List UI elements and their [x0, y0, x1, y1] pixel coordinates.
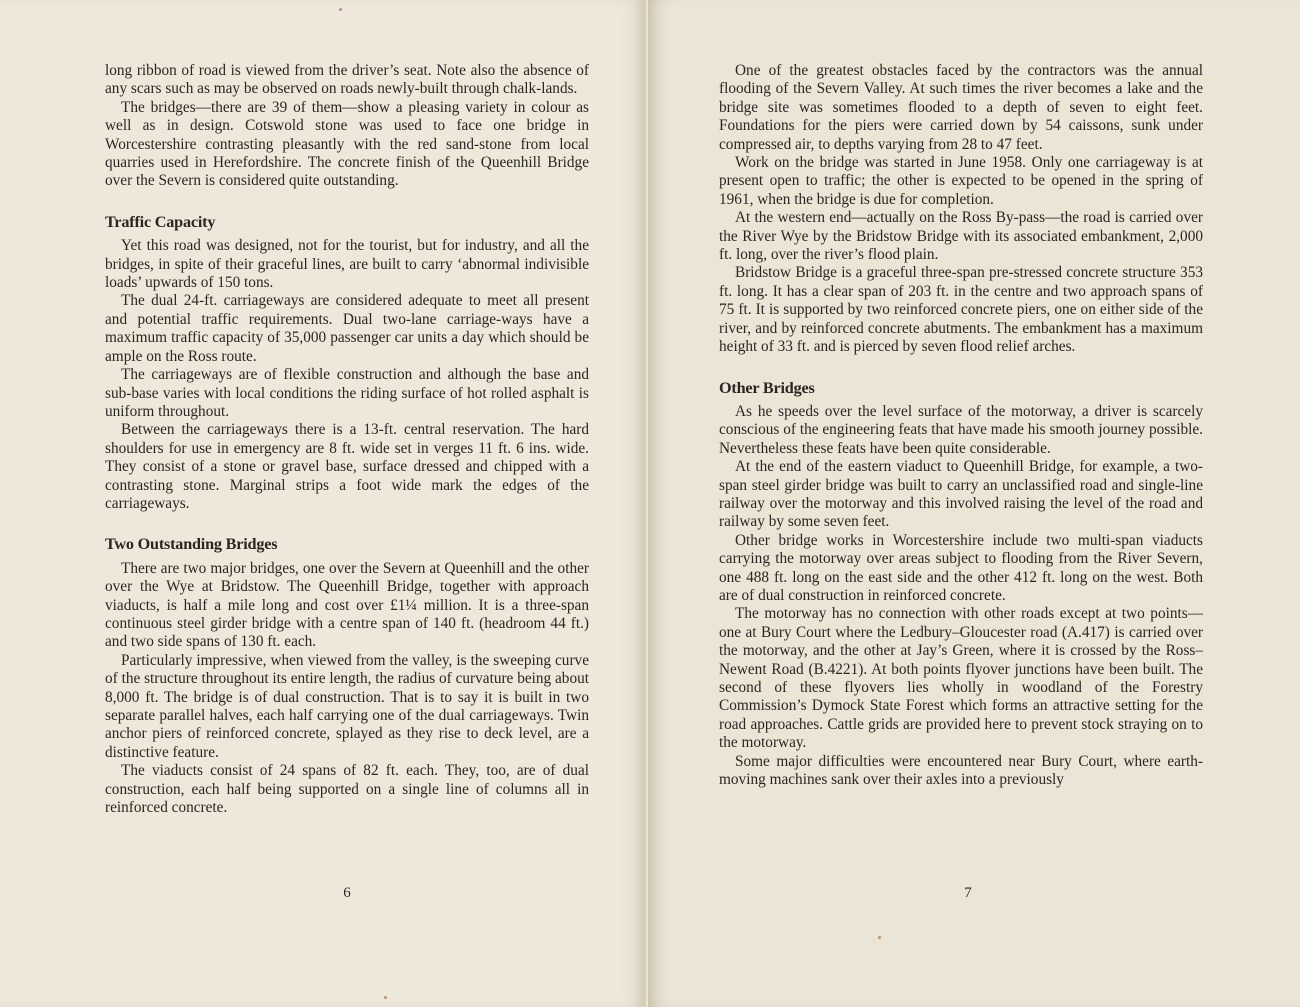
paragraph: There are two major bridges, one over the Severn at Queenhill and the other over the Wye at Bridstow. The Queenhill Bridge, together with approach viaducts, is half a mile long and cost over £1¼ million. It is a three-span continuous steel girder bridge with a centre span of 140 ft. (headroom 44 ft.) and two side spans of 130 ft. each. — [105, 559, 589, 651]
paper-speck — [878, 936, 881, 939]
page-number: 7 — [964, 885, 972, 901]
paper-speck — [384, 996, 387, 999]
section-heading-two-outstanding-bridges: Two Outstanding Bridges — [105, 535, 278, 554]
left-page — [0, 0, 648, 1007]
paragraph: Particularly impressive, when viewed from the valley, is the sweeping curve of the structure throughout its entire length, the radius of curvature being about 8,000 ft. The bridge is of dual construction. That is to say it is built in two separate parallel halves, each half carrying one of the dual carriageways. Twin anchor piers of reinforced concrete, splayed as they rise to deck level, are a distinctive feature. — [105, 651, 589, 761]
paragraph: The bridges—there are 39 of them—show a pleasing variety in colour as well as in design. Cotswold stone was used to face one bridge in Worcestershire contrasting pleasantly with the red sand-stone from local quarries used in Herefordshire. The concrete finish of the Queenhill Bridge over the Severn is considered quite outstanding. — [105, 98, 589, 190]
paragraph: Work on the bridge was started in June 1958. Only one carriageway is at present open to traffic; the other is expected to be opened in the spring of 1961, when the bridge is due for completion. — [719, 154, 1203, 208]
paragraph: The motorway has no connection with other roads except at two points—one at Bury Court where the Ledbury–Gloucester road (A.417) is carried over the motorway, and the other at Jay’s Green, where it is crossed by the Ross–Newent Road (B.4221). At both points flyover junctions have been built. The second of these flyovers lies wholly in woodland of the Forestry Commission’s Dymock State Forest which forms an attractive setting for the road approaches. Cattle grids are provided here to prevent stock straying on to the motorway. — [719, 605, 1203, 752]
paragraph: At the end of the eastern viaduct to Queenhill Bridge, for example, a two-span steel girder bridge was built to carry an unclassified road and single-line railway over the motorway and this involved raising the level of the road and railway by some seven feet. — [719, 458, 1203, 531]
paragraph: Bridstow Bridge is a graceful three-span pre-stressed concrete structure 353 ft. long. It has a clear span of 203 ft. in the centre and two approach spans of 75 ft. It is supported by two reinforced concrete piers, one on either side of the river, and by reinforced concrete abutments. The embankment has a maximum height of 33 ft. and is pierced by seven flood relief arches. — [719, 264, 1203, 356]
right-page — [648, 0, 1300, 1007]
right-page-text — [719, 62, 1203, 789]
paragraph: Some major difficulties were encountered near Bury Court, where earth-moving machines sank over their axles into a previously — [719, 752, 1203, 789]
paragraph: The dual 24-ft. carriageways are considered adequate to meet all present and potential traffic requirements. Dual two-lane carriage-ways have a maximum traffic capacity of 35,000 passenger car units a day which should be ample on the Ross route. — [105, 292, 589, 365]
paragraph: One of the greatest obstacles faced by the contractors was the annual flooding of the Severn Valley. At such times the river becomes a lake and the bridge site was sometimes flooded to a depth of seven to eight feet. Foundations for the piers were carried down by 54 caissons, sunk under compressed air, to depths varying from 28 to 47 feet. — [719, 62, 1203, 153]
paragraph: Other bridge works in Worcestershire include two multi-span viaducts carrying the motorway over areas subject to flooding from the River Severn, one 488 ft. long on the east side and the other 412 ft. long on the west. Both are of dual construction in reinforced concrete. — [719, 531, 1203, 604]
paragraph: Between the carriageways there is a 13-ft. central reservation. The hard shoulders for use in emergency are 8 ft. wide set in verges 11 ft. 6 ins. wide. They consist of a stone or gravel base, surface dressed and chipped with a contrasting stone. Marginal strips a foot wide mark the edges of the carriageways. — [105, 421, 589, 512]
section-heading-other-bridges: Other Bridges — [719, 378, 815, 397]
paragraph: As he speeds over the level surface of the motorway, a driver is scarcely conscious of the engineering feats that have made his smooth journey possible. Nevertheless these feats have been quite considerable. — [719, 402, 1203, 457]
left-page-text — [105, 62, 589, 817]
paragraph: long ribbon of road is viewed from the driver’s seat. Note also the absence of any scars such as may be observed on roads newly-built through chalk-lands. — [105, 62, 589, 98]
paper-speck — [339, 8, 342, 11]
paragraph: At the western end—actually on the Ross By-pass—the road is carried over the River Wye by the Bridstow Bridge with its associated embankment, 2,000 ft. long, over the river’s flood plain. — [719, 209, 1203, 264]
paragraph: The viaducts consist of 24 spans of 82 ft. each. They, too, are of dual construction, each half being supported on a single line of columns all in reinforced concrete. — [105, 762, 589, 817]
paragraph: The carriageways are of flexible construction and although the base and sub-base varies with local conditions the riding surface of hot rolled asphalt is uniform throughout. — [105, 366, 589, 420]
paragraph: Yet this road was designed, not for the tourist, but for industry, and all the bridges, in spite of their graceful lines, are built to carry ‘abnormal indivisible loads’ upwards of 150 tons. — [105, 237, 589, 292]
page-number: 6 — [343, 885, 351, 901]
section-heading-traffic-capacity: Traffic Capacity — [105, 212, 216, 231]
